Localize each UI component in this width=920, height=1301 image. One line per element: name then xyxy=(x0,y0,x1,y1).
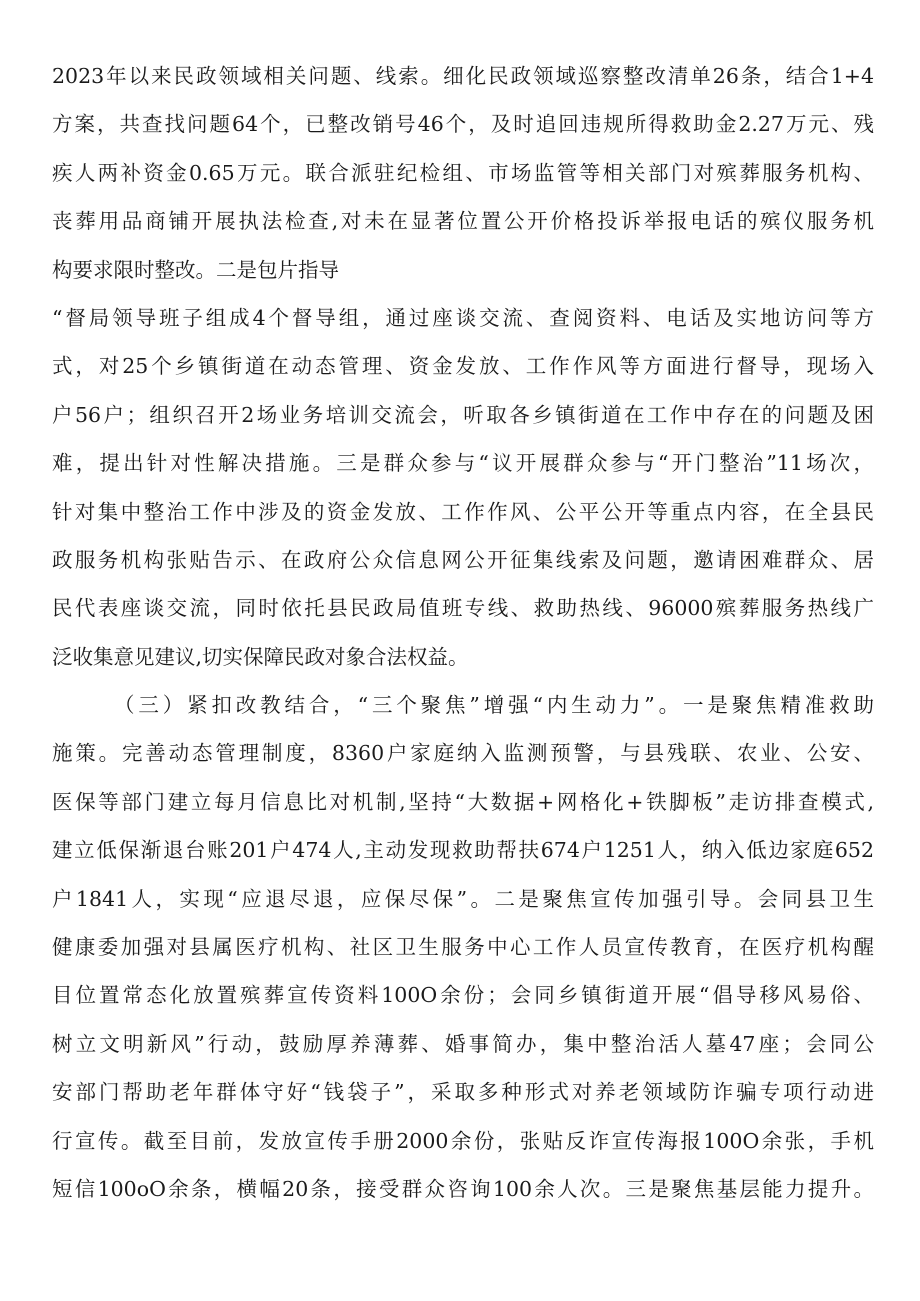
text-line: 健康委加强对县属医疗机构、社区卫生服务中心工作人员宣传教育，在医疗机构醒 xyxy=(52,935,874,960)
text-line: 目位置常态化放置殡葬宣传资料100O余份；会同乡镇街道开展“倡导移风易俗、 xyxy=(52,983,874,1008)
text-line: 式，对25个乡镇街道在动态管理、资金发放、工作作风等方面进行督导，现场入 xyxy=(52,354,874,379)
paragraph-3 xyxy=(52,681,874,1213)
text-line: 建立低保渐退台账201户474人,主动发现救助帮扶674户1251人，纳入低边家庭652 xyxy=(52,838,874,863)
text-line: 丧葬用品商铺开展执法检查,对未在显著位置公开价格投诉举报电话的殡仪服务机 xyxy=(52,209,874,234)
text-line: 行宣传。截至目前，发放宣传手册2000余份，张贴反诈宣传海报100O余张，手机 xyxy=(52,1128,874,1153)
text-line: 安部门帮助老年群体守好“钱袋子”，采取多种形式对养老领域防诈骗专项行动进 xyxy=(52,1080,874,1105)
text-line: 短信100oO余条，横幅20条，接受群众咨询100余人次。三是聚焦基层能力提升。 xyxy=(52,1176,874,1201)
document-body xyxy=(52,52,874,1213)
paragraph-1 xyxy=(52,52,874,294)
paragraph-2 xyxy=(52,294,874,681)
text-line: 政服务机构张贴告示、在政府公众信息网公开征集线索及问题，邀请困难群众、居 xyxy=(52,547,874,572)
text-line: 疾人两补资金0.65万元。联合派驻纪检组、市场监管等相关部门对殡葬服务机构、 xyxy=(52,160,874,185)
text-line: 泛收集意见建议,切实保障民政对象合法权益。 xyxy=(52,644,469,669)
text-line: 民代表座谈交流，同时依托县民政局值班专线、救助热线、96000殡葬服务热线广 xyxy=(52,596,874,621)
text-line: 户1841人，实现“应退尽退，应保尽保”。二是聚焦宣传加强引导。会同县卫生 xyxy=(52,886,874,911)
text-line: 针对集中整治工作中涉及的资金发放、工作作风、公平公开等重点内容，在全县民 xyxy=(52,499,874,524)
text-line: 难，提出针对性解决措施。三是群众参与“议开展群众参与“开门整治”11场次， xyxy=(52,451,874,476)
text-line: “督局领导班子组成4个督导组，通过座谈交流、查阅资料、电话及实地访问等方 xyxy=(52,305,874,330)
text-line: 方案，共查找问题64个，已整改销号46个，及时追回违规所得救助金2.27万元、残 xyxy=(52,112,874,137)
text-line: 构要求限时整改。二是包片指导 xyxy=(52,257,339,282)
text-line: 医保等部门建立每月信息比对机制,坚持“大数据+网格化+铁脚板”走访排查模式, xyxy=(52,789,874,814)
text-line: 树立文明新风”行动，鼓励厚养薄葬、婚事简办，集中整治活人墓47座；会同公 xyxy=(52,1031,874,1056)
text-line: （三）紧扣改教结合，“三个聚焦”增强“内生动力”。一是聚焦精准救助 xyxy=(114,693,874,718)
text-line: 户56户；组织召开2场业务培训交流会，听取各乡镇街道在工作中存在的问题及困 xyxy=(52,402,874,427)
text-line: 2023年以来民政领域相关问题、线索。细化民政领域巡察整改清单26条，结合1+4 xyxy=(52,64,874,88)
text-line: 施策。完善动态管理制度，8360户家庭纳入监测预警，与县残联、农业、公安、 xyxy=(52,741,874,766)
